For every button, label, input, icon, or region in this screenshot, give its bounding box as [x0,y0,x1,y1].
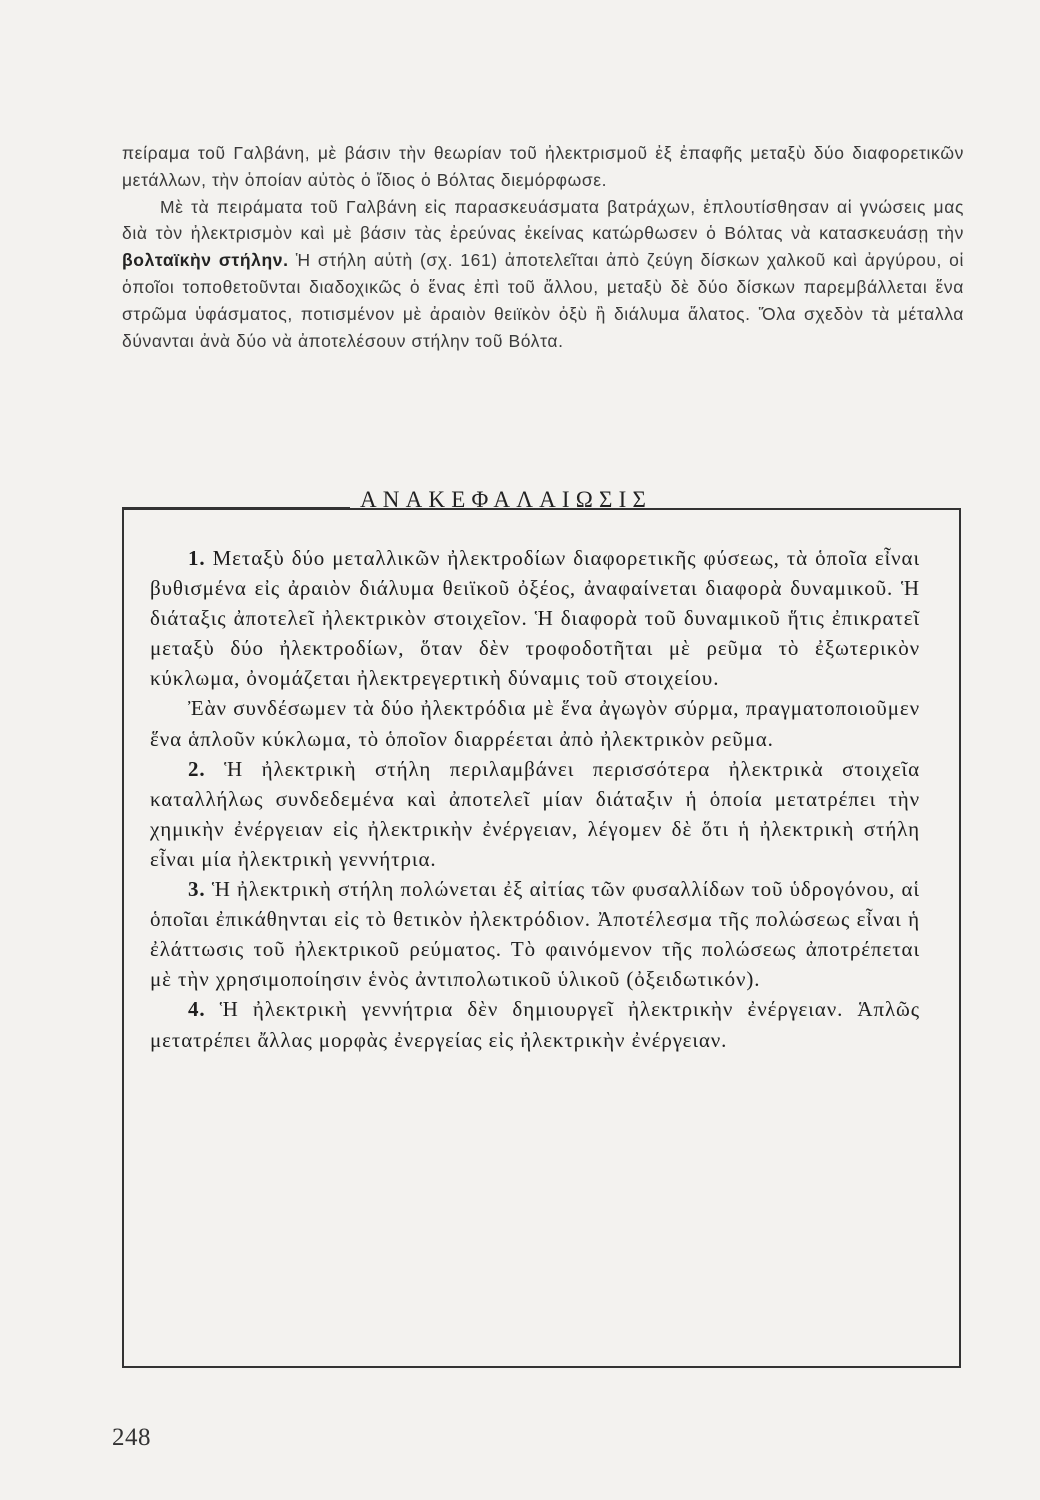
page-number: 248 [112,1424,151,1451]
summary-item-3 [150,874,920,994]
intro-paragraph-2 [122,194,964,355]
heading-rule-left [122,507,350,508]
summary-item-1 [150,543,920,693]
summary-item-text: Ἡ ἠλεκτρικὴ στήλη περιλαμβάνει περισσότερα ἠλεκτρικὰ στοιχεῖα καταλλήλως συνδεδεμένα καὶ ἀποτελεῖ μίαν διάταξιν ἡ ὁποία μετατρέπει τὴν χημικὴν ἐνέργειαν εἰς ἠλεκτρικὴν ἐνέργειαν, λέγομεν δὲ ὅτι ἡ ἠλεκτρικὴ στήλη εἶναι μία ἠλεκτρικὴ γεννήτρια. [150,756,921,871]
summary-item-number: 1. [188,546,206,570]
summary-heading: ΑΝΑΚΕΦΑΛΑΙΩΣΙΣ [360,487,653,512]
summary-item-number: 2. [188,756,206,781]
summary-item-1-continuation: Ἐὰν συνδέσωμεν τὰ δύο ἠλεκτρόδια μὲ ἕνα ἀγωγὸν σύρμα, πραγματοποιοῦμεν ἕνα ἁπλοῦν κύκλωμα, τὸ ὁποῖον διαρρέεται ἀπὸ ἠλεκτρικὸν ρεῦμα. [150,696,920,751]
summary-heading-bar [122,483,737,519]
intro-paragraph-2-end: Ἡ στήλη αὐτὴ (σχ. 161) ἀποτελεῖται ἀπὸ ζεύγη δίσκων χαλκοῦ καὶ ἀργύρου, οἱ ὁποῖοι τοποθετοῦνται διαδοχικῶς ὁ ἕνας ἐπὶ τοῦ ἄλλου, μεταξὺ δὲ δύο δίσκων παρεμβάλλεται ἕνα στρῶμα ὑφάσματος, ποτισμένον μὲ ἀραιὸν θειϊκὸν ὀξὺ ἢ διάλυμα ἅλατος. Ὅλα σχεδὸν τὰ μέταλλα δύνανται ἀνὰ δύο νὰ ἀποτελέσουν στήλην τοῦ Βόλτα. [122,250,965,351]
intro-paragraph-2-start: Μὲ τὰ πειράματα τοῦ Γαλβάνη εἰς παρασκευάσματα βατράχων, ἐπλουτίσθησαν αἱ γνώσεις μας διὰ τὸν ἠλεκτρισμὸν καὶ μὲ βάσιν τὰς ἐρεύνας ἐκείνας κατώρθωσεν ὁ Βόλτας νὰ κατασκευάσῃ τὴν [122,196,964,244]
summary-item-number: 4. [188,997,206,1022]
summary-item-4 [150,994,920,1054]
summary-item-2 [150,754,920,874]
intro-paragraph-1: πείραμα τοῦ Γαλβάνη, μὲ βάσιν τὴν θεωρίαν τοῦ ἠλεκτρισμοῦ ἐξ ἐπαφῆς μεταξὺ δύο διαφορετικῶν μετάλλων, τὴν ὁποίαν αὐτὸς ὁ ἴδιος ὁ Βόλτας διεμόρφωσε. [122,143,964,190]
summary-text [150,543,920,1055]
intro-text [122,140,964,354]
summary-item-number: 3. [188,877,206,902]
summary-item-text: Μεταξὺ δύο μεταλλικῶν ἠλεκτροδίων διαφορετικῆς φύσεως, τὰ ὁποῖα εἶναι βυθισμένα εἰς ἀραιὸν διάλυμα θειϊκοῦ ὀξέος, ἀναφαίνεται διαφορὰ δυναμικοῦ. Ἡ διάταξις ἀποτελεῖ ἠλεκτρικὸν στοιχεῖον. Ἡ διαφορὰ τοῦ δυναμικοῦ ἥτις ἐπικρατεῖ μεταξὺ δύο ἠλεκτροδίων, ὅταν δὲν τροφοδοτῆται μὲ ρεῦμα τὸ ἐξωτερικὸν κύκλωμα, ὀνομάζεται ἠλεκτρεγερτικὴ δύναμις τοῦ στοιχείου. [150,546,920,691]
summary-item-text: Ἡ ἠλεκτρικὴ στήλη πολώνεται ἐξ αἰτίας τῶν φυσαλλίδων τοῦ ὑδρογόνου, αἱ ὁποῖαι ἐπικάθηνται εἰς τὸ θετικὸν ἠλεκτρόδιον. Ἀποτέλεσμα τῆς πολώσεως εἶναι ἡ ἐλάττωσις τοῦ ἠλεκτρικοῦ ρεύματος. Τὸ φαινόμενον τῆς πολώσεως ἀποτρέπεται μὲ τὴν χρησιμοποίησιν ἑνὸς ἀντιπολωτικοῦ ὑλικοῦ (ὀξειδωτικόν). [150,877,920,992]
voltaic-pile-term: βολταϊκὴν στήλην. [122,250,289,271]
summary-item-text: Ἡ ἠλεκτρικὴ γεννήτρια δὲν δημιουργεῖ ἠλεκτρικὴν ἐνέργειαν. Ἁπλῶς μετατρέπει ἄλλας μορφὰς ἐνεργείας εἰς ἠλεκτρικὴν ἐνέργειαν. [150,997,920,1052]
